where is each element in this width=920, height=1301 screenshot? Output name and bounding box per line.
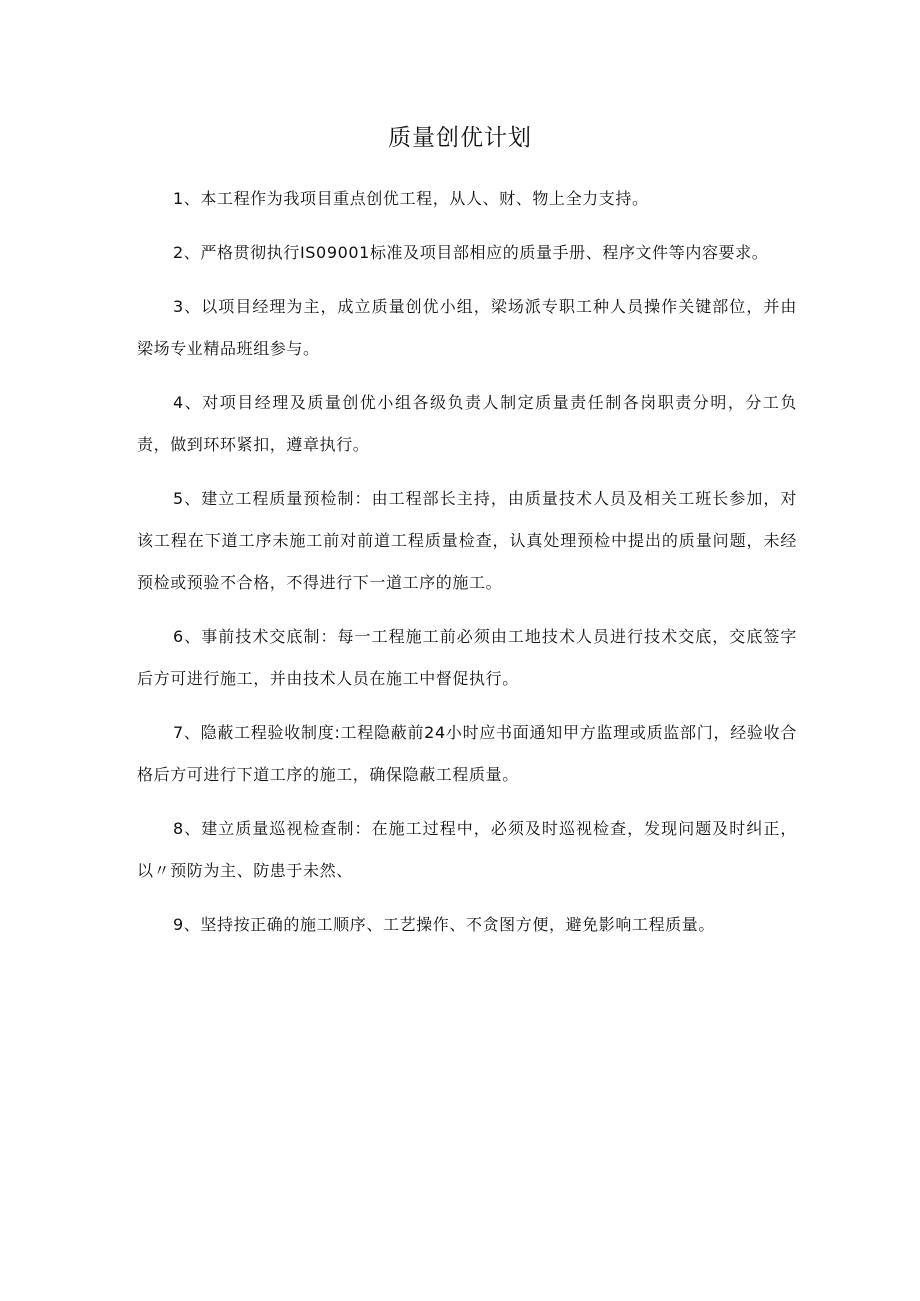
paragraph-item-4: 4、对项目经理及质量创优小组各级负责人制定质量责任制各岗职责分明，分工负责，做到环环紧扣，遵章执行。 — [137, 393, 797, 454]
paragraph-item-7: 7、隐蔽工程验收制度:工程隐蔽前24小时应书面通知甲方监理或质监部门，经验收合格后方可进行下道工序的施工，确保隐蔽工程质量。 — [137, 723, 797, 784]
paragraph-item-5: 5、建立工程质量预检制：由工程部长主持，由质量技术人员及相关工班长参加，对该工程在下道工序未施工前对前道工程质量检查，认真处理预检中提出的质量问题，未经预检或预验不合格，不得进行下一道工序的施工。 — [137, 489, 797, 592]
paragraph-item-3: 3、以项目经理为主，成立质量创优小组，梁场派专职工种人员操作关键部位，并由梁场专业精品班组参与。 — [137, 297, 797, 358]
document-body — [137, 178, 797, 958]
paragraph-item-8: 8、建立质量巡视检查制：在施工过程中，必须及时巡视检查，发现问题及时纠正，以〃预防为主、防患于未然、 — [137, 819, 797, 880]
paragraph-item-2: 2、严格贯彻执行IS09001标准及项目部相应的质量手册、程序文件等内容要求。 — [173, 243, 769, 262]
paragraph-item-6: 6、事前技术交底制：每一工程施工前必须由工地技术人员进行技术交底，交底签字后方可进行施工，并由技术人员在施工中督促执行。 — [137, 627, 797, 688]
paragraph-item-1: 1、本工程作为我项目重点创优工程，从人、财、物上全力支持。 — [173, 189, 649, 208]
paragraph-item-9: 9、坚持按正确的施工顺序、工艺操作、不贪图方便，避免影响工程质量。 — [173, 915, 715, 934]
document-title: 质量创优计划 — [388, 125, 532, 151]
